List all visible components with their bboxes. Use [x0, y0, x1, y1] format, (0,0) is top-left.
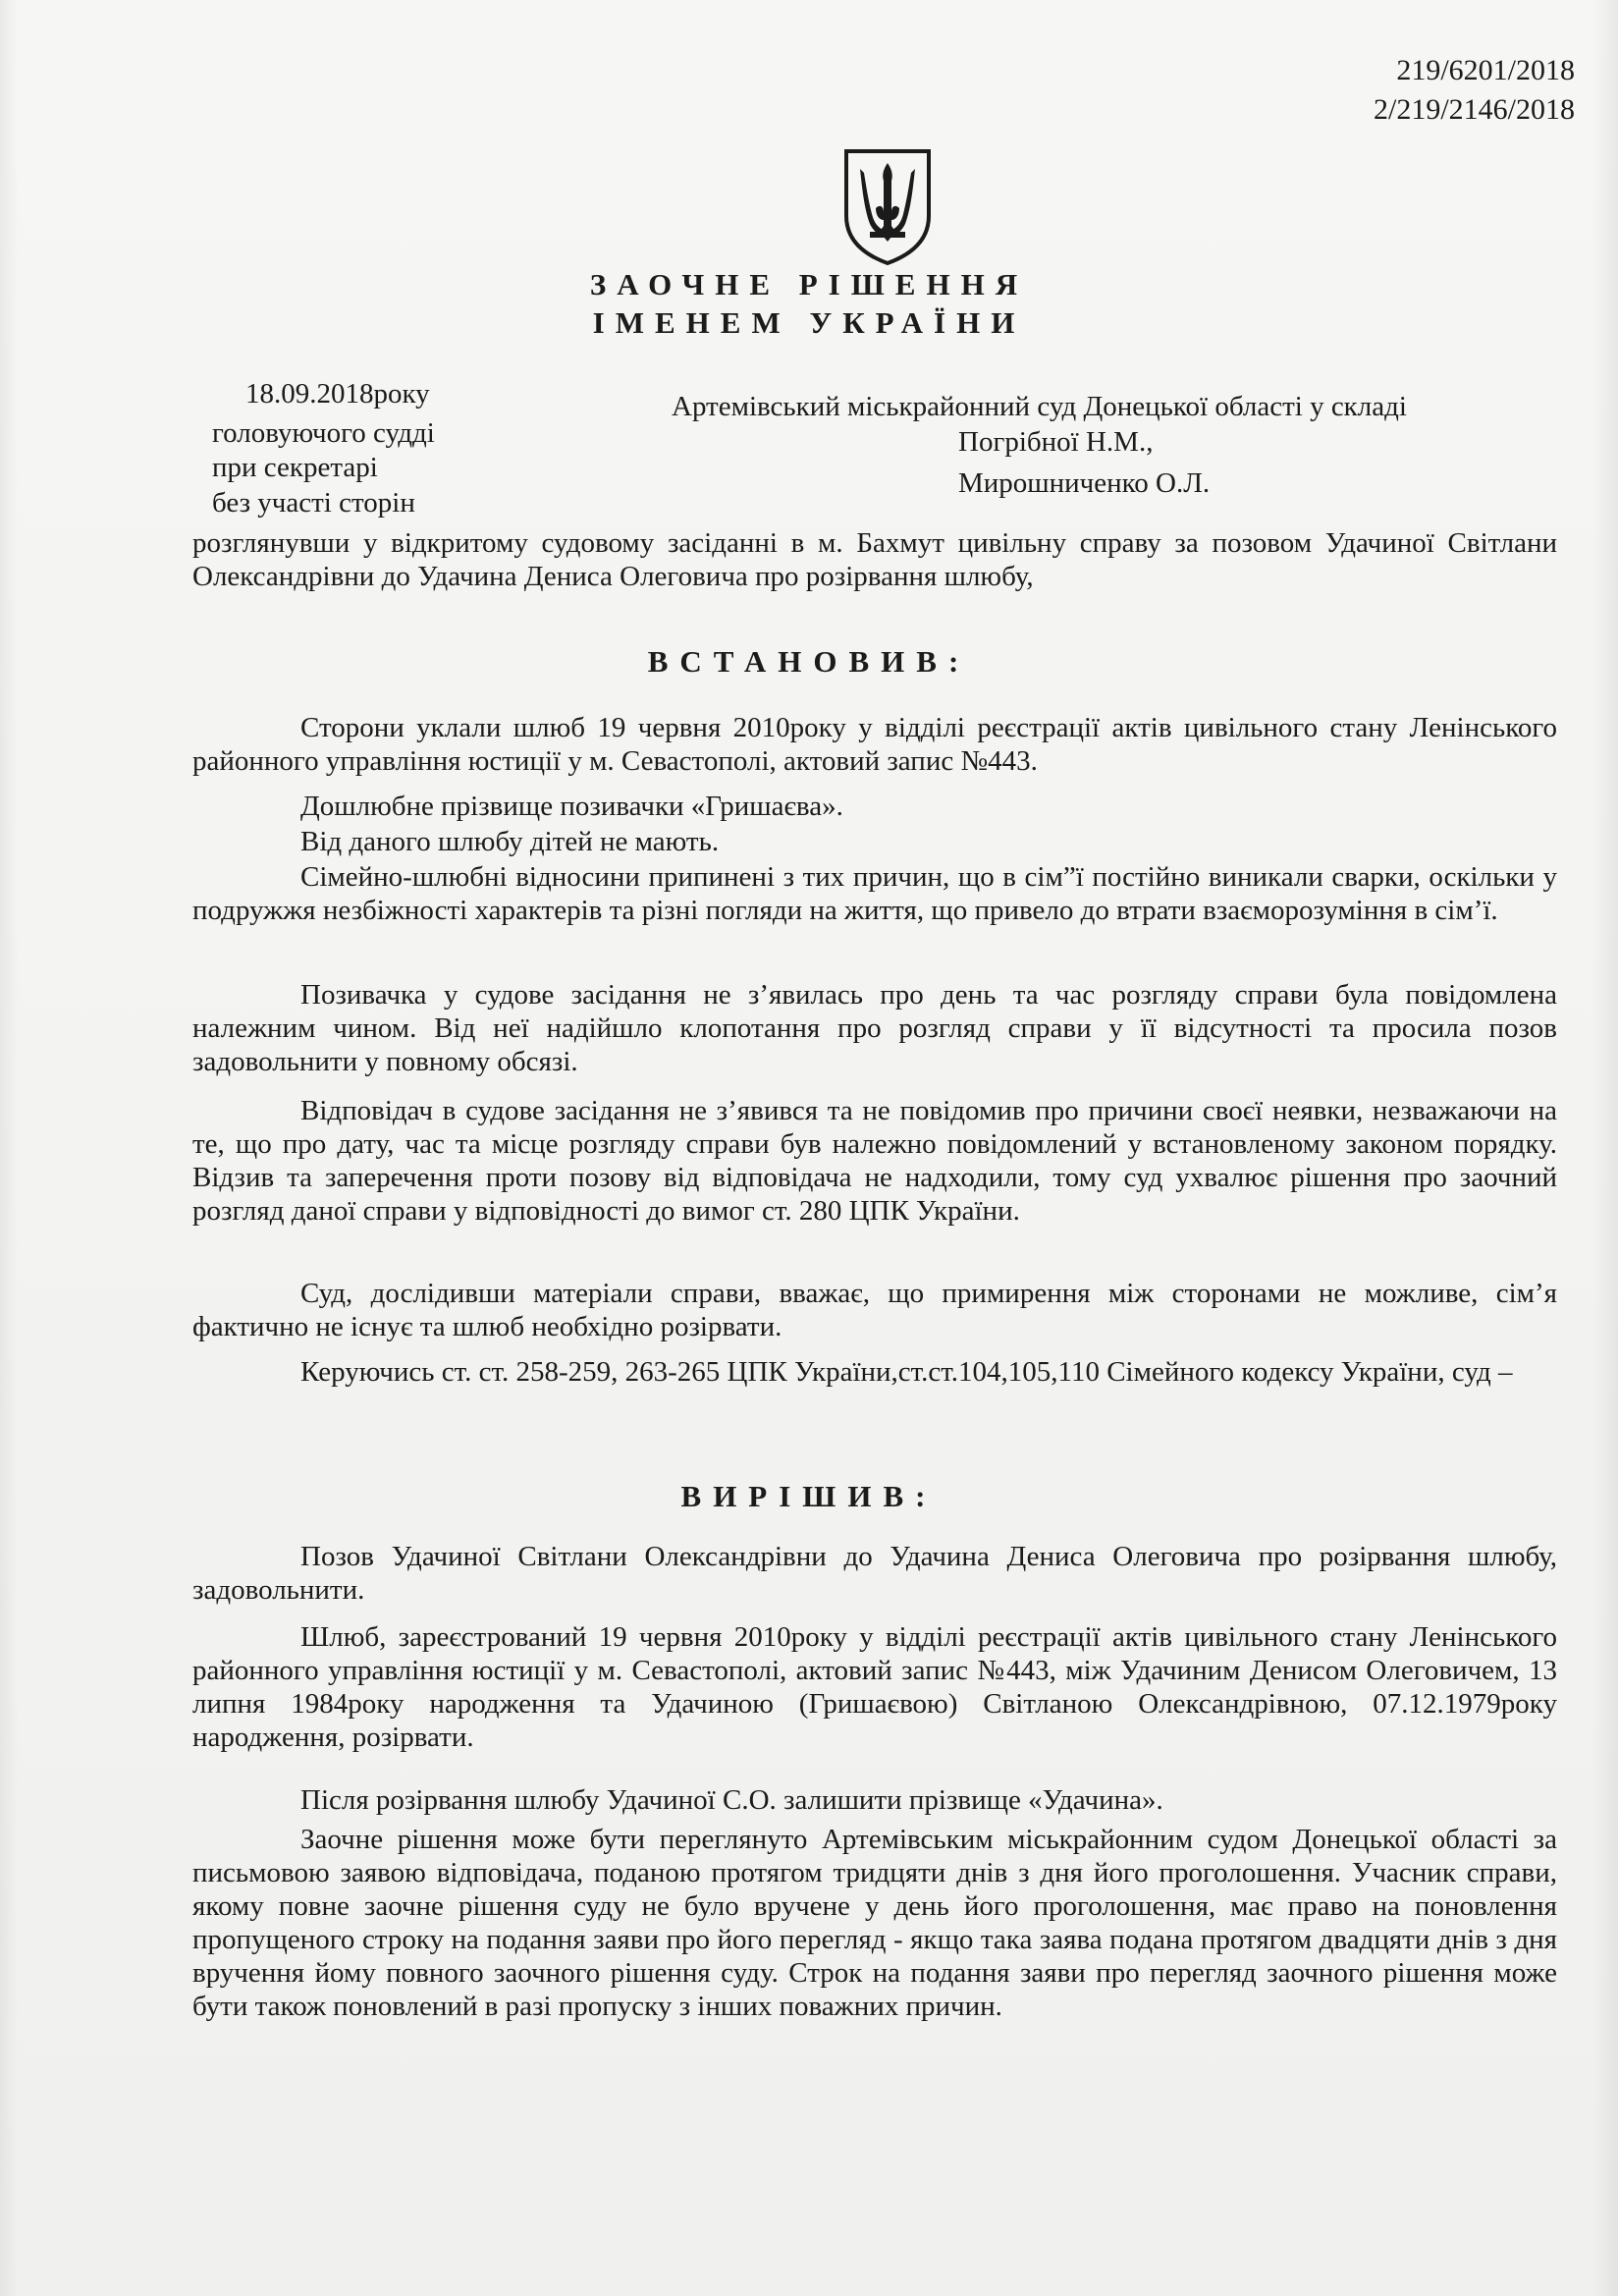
presiding-judge-label: головуючого судді [212, 417, 435, 449]
secretary-name: Мирошниченко О.Л. [958, 467, 1211, 499]
in-the-name-of-ukraine: ІМЕНЕМ УКРАЇНИ [592, 305, 1026, 340]
decided-paragraph: Позов Удачиної Світлани Олександрівни до Удачина Дениса Олеговича про розірвання шлюбу, задовольнити. [192, 1541, 1557, 1606]
established-paragraph: Від даного шлюбу дітей не мають. [300, 826, 720, 857]
established-paragraph: Відповідач в судове засідання не з’явився та не повідомив про причини своєї неявки, незважаючи на те, що про дату, час та місце розгляду справи був належно повідомлений у встановленому законом порядку. Відзив та заперечення проти позову від відповідача не надходили, тому суд ухвалює рішення про заочний розгляд даної справи у відповідності до вимог ст. 280 ЦПК України. [192, 1095, 1557, 1227]
decided-heading: ВИРІШИВ: [680, 1479, 938, 1513]
established-paragraph: Дошлюбне прізвище позивачки «Гришаєва». [300, 791, 843, 822]
parties-absent: без участі сторін [212, 487, 415, 519]
case-number-1: 219/6201/2018 [1396, 54, 1575, 86]
court-name: Артемівський міськрайонний суд Донецької області у складі [672, 391, 1407, 422]
established-heading: ВСТАНОВИВ: [647, 644, 971, 679]
scan-shadow-left [0, 0, 18, 2296]
ukraine-trident-emblem-icon [840, 147, 935, 267]
decided-paragraph: Шлюб, зареєстрований 19 червня 2010року у відділі реєстрації актів цивільного стану Ленінського районного управління юстиції у м. Севастополі, актовий запис №443, між Удачиним Денисом Олеговичем, 13 липня 1984року народження та Удачиною (Гришаєвою) Світланою Олександрівною, 07.12.1979року народження, розірвати. [192, 1621, 1557, 1753]
secretary-label: при секретарі [212, 452, 378, 483]
decision-date: 18.09.2018року [245, 378, 430, 410]
legal-basis-paragraph: Керуючись ст. ст. 258-259, 263-265 ЦПК України,ст.ст.104,105,110 Сімейного кодексу України, суд – [300, 1356, 1513, 1388]
established-paragraph: Сторони уклали шлюб 19 червня 2010року у відділі реєстрації актів цивільного стану Ленінського районного управління юстиції у м. Севастополі, актовий запис №443. [192, 712, 1557, 777]
established-paragraph: Позивачка у судове засідання не з’явилась про день та час розгляду справи була повідомлена належним чином. Від неї надійшло клопотання про розгляд справи у її відсутності та просила позов задовольнити у повному обсязі. [192, 979, 1557, 1077]
presiding-judge-name: Погрібної Н.М., [958, 426, 1154, 458]
case-number-2: 2/219/2146/2018 [1373, 93, 1575, 126]
intro-paragraph: розглянувши у відкритому судовому засіданні в м. Бахмут цивільну справу за позовом Удачиної Світлани Олександрівни до Удачина Дениса Олеговича про розірвання шлюбу, [192, 527, 1557, 592]
scan-shadow-right [1592, 0, 1618, 2296]
decided-paragraph: Після розірвання шлюбу Удачиної С.О. залишити прізвище «Удачина». [300, 1784, 1163, 1816]
established-paragraph: Сімейно-шлюбні відносини припинені з тих причин, що в сім”ї постійно виникали сварки, оскільки у подружжя незбіжності характерів та різні погляди на життя, що привело до втрати взаєморозуміння в сім’ї. [192, 861, 1557, 926]
review-procedure-paragraph: Заочне рішення може бути переглянуто Артемівським міськрайонним судом Донецької області за письмовою заявою відповідача, поданою протягом тридцяти днів з дня його проголошення. Учасник справи, якому повне заочне рішення суду не було вручене у день його проголошення, має право на поновлення пропущеного строку на подання заяви про його перегляд - якщо така заява подана протягом двадцяти днів з дня вручення йому повного заочного рішення суду. Строк на подання заяви про перегляд заочного рішення може бути також поновлений в разі пропуску з інших поважних причин. [192, 1824, 1557, 2022]
decision-title: ЗАОЧНЕ РІШЕННЯ [589, 267, 1029, 301]
case-numbers [1374, 51, 1575, 130]
established-paragraph: Суд, дослідивши матеріали справи, вважає, що примирення між сторонами не можливе, сім’я фактично не існує та шлюб необхідно розірвати. [192, 1278, 1557, 1342]
